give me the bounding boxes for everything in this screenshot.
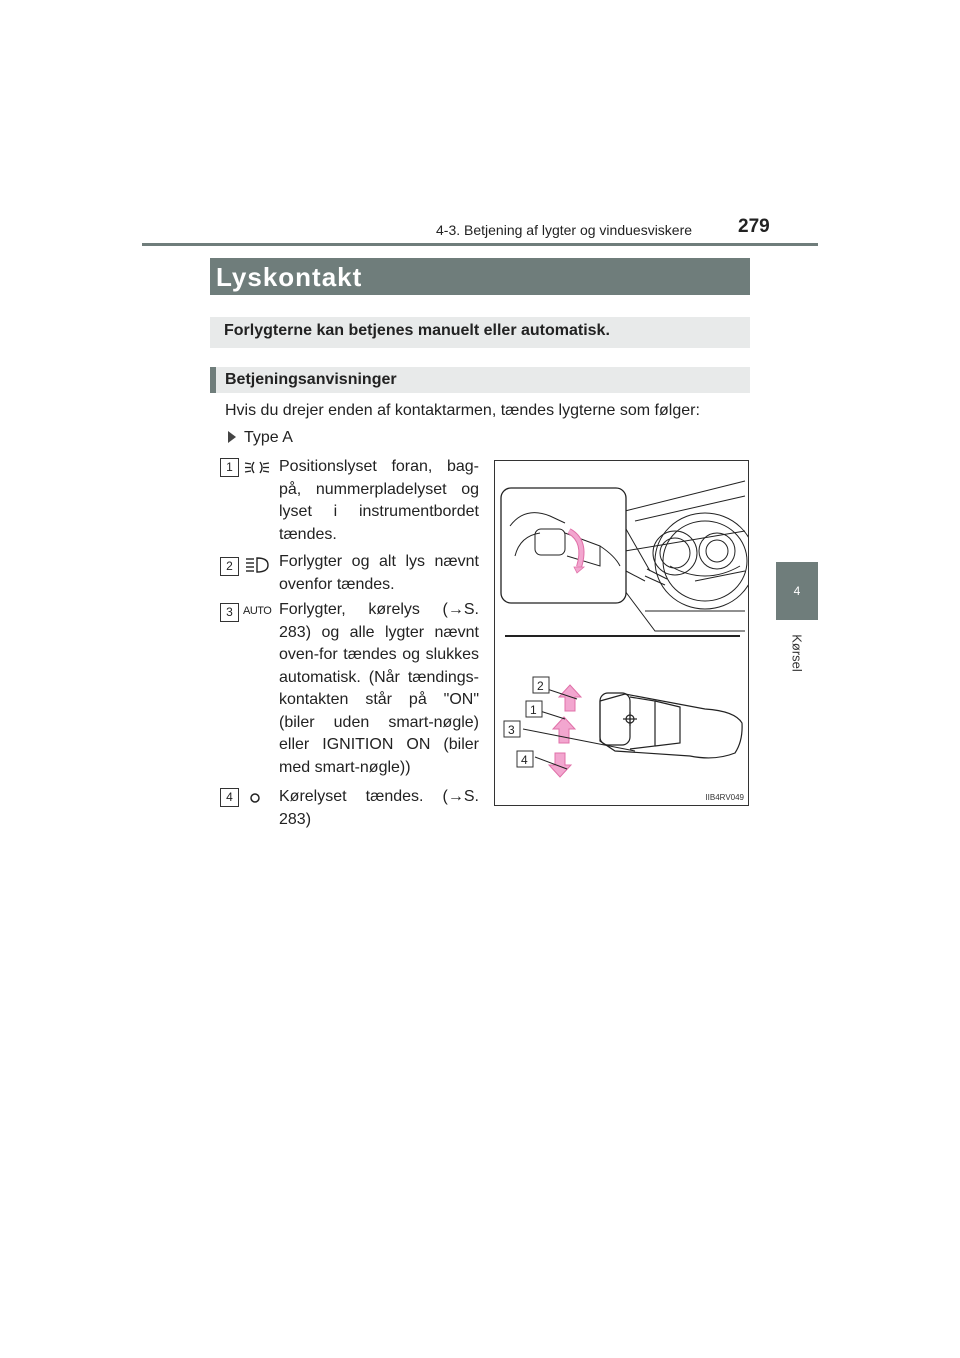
chapter-label (776, 628, 818, 678)
position-light-icon (244, 459, 270, 476)
illustration-drawing (495, 461, 749, 806)
item-number-3: 3 (220, 603, 239, 622)
item-text-3: Forlygter, kørelys (→S. 283) og alle lygter nævnt oven-for tændes og slukkes automatisk. (Når tændings-kontakten står på "ON" (biler uden smart-nøgle) eller IGNITION ON (biler med smart-nøgle)) (279, 601, 479, 776)
intro-text: Forlygterne kan betjenes manuelt eller automatisk. (224, 322, 610, 339)
callout-2: 2 (537, 679, 544, 693)
item-number-4: 4 (220, 788, 239, 807)
running-head: 4-3. Betjening af lygter og vinduesviskere (436, 222, 693, 238)
auto-icon: AUTO (243, 605, 272, 617)
light-switch-illustration (494, 460, 749, 806)
chapter-label-text: Kørsel (789, 634, 805, 672)
intro-box (210, 317, 750, 348)
item-text-4: Kørelyset tændes. (→S. 283) (279, 788, 479, 828)
item-number-2: 2 (220, 557, 239, 576)
figure-code: IIB4RV049 (705, 793, 744, 802)
type-label (228, 429, 293, 447)
callout-4: 4 (521, 753, 528, 767)
subheading: Betjeningsanvisninger (225, 371, 397, 388)
callout-1: 1 (530, 703, 537, 717)
callout-3: 3 (508, 723, 515, 737)
off-circle-icon (249, 792, 261, 804)
type-label-text: Type A (244, 429, 293, 446)
section-title: Lyskontakt (216, 262, 363, 292)
subheading-bar (210, 367, 750, 393)
headlight-icon (244, 556, 270, 574)
item-number-1: 1 (220, 458, 239, 477)
header-rule (142, 243, 818, 246)
page-number: 279 (738, 216, 770, 237)
triangle-bullet-icon (228, 431, 236, 443)
item-text-2: Forlygter og alt lys nævnt ovenfor tændes. (279, 553, 479, 593)
item-text-1: Positionslyset foran, bag-på, nummerpladelyset og lyset i instrumentbordet tændes. (279, 458, 479, 543)
instruction-text: Hvis du drejer enden af kontaktarmen, tændes lygterne som følger: (225, 402, 700, 419)
section-title-bar (210, 258, 750, 295)
chapter-tab: 4 (776, 562, 818, 620)
